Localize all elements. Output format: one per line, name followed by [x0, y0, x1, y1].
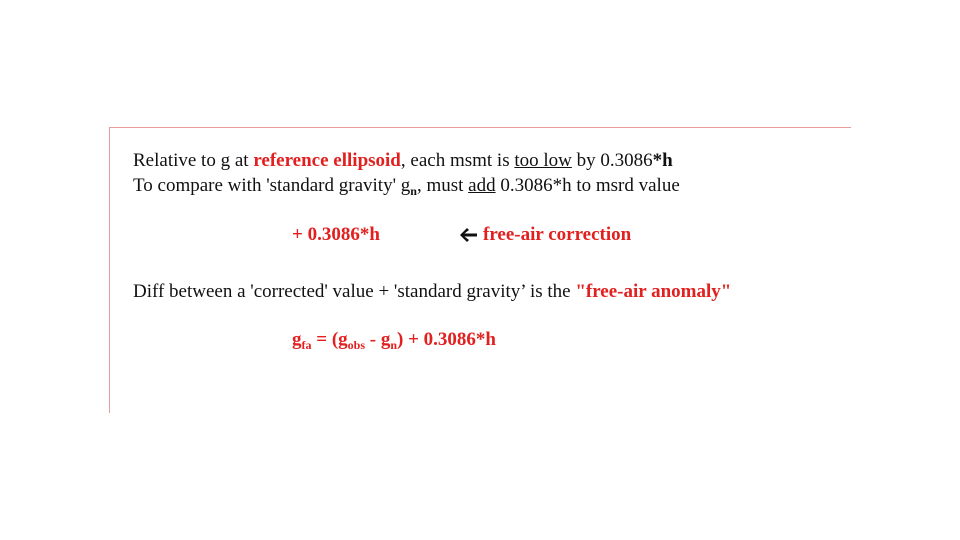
line2-middle: , must	[416, 175, 469, 196]
line4-prefix: Diff between a 'corrected' value + 'standard gravity’ is the	[133, 281, 576, 302]
free-air-anomaly-formula	[292, 329, 496, 351]
formula-tail: ) + 0.3086*h	[397, 329, 496, 350]
statement-free-air-anomaly	[133, 281, 731, 303]
free-air-correction-callout	[458, 224, 631, 246]
formula-sub-fa: fa	[301, 338, 312, 352]
statement-relative-to-ellipsoid	[133, 150, 673, 172]
too-low-phrase: too low	[514, 150, 572, 171]
formula-minus: - g	[365, 329, 391, 350]
add-word: add	[468, 175, 496, 196]
formula-g: g	[292, 329, 302, 350]
line2-suffix: 0.3086*h to msrd value	[495, 175, 680, 196]
free-air-anomaly-term: "free-air anomaly"	[575, 281, 732, 302]
formula-eq: = (g	[311, 329, 348, 350]
free-air-correction-label: free-air correction	[483, 224, 632, 245]
formula-sub-obs: obs	[347, 338, 365, 352]
line2-subscript-n: n	[410, 184, 417, 198]
frame-top-border	[109, 127, 851, 128]
frame-left-border	[109, 127, 110, 413]
line2-prefix: To compare with 'standard gravity' g	[133, 175, 411, 196]
formula-sub-n: n	[390, 338, 398, 352]
line1-by: by	[571, 150, 601, 171]
reference-ellipsoid-term: reference ellipsoid	[253, 150, 401, 171]
left-arrow-icon	[458, 227, 478, 243]
line1-suffix: *h	[652, 150, 673, 171]
line1-value: 0.3086	[600, 150, 653, 171]
statement-compare-standard-gravity	[133, 175, 680, 197]
line1-prefix: Relative to g at	[133, 150, 254, 171]
line1-middle: , each msmt is	[400, 150, 515, 171]
correction-term: + 0.3086*h	[292, 224, 380, 245]
